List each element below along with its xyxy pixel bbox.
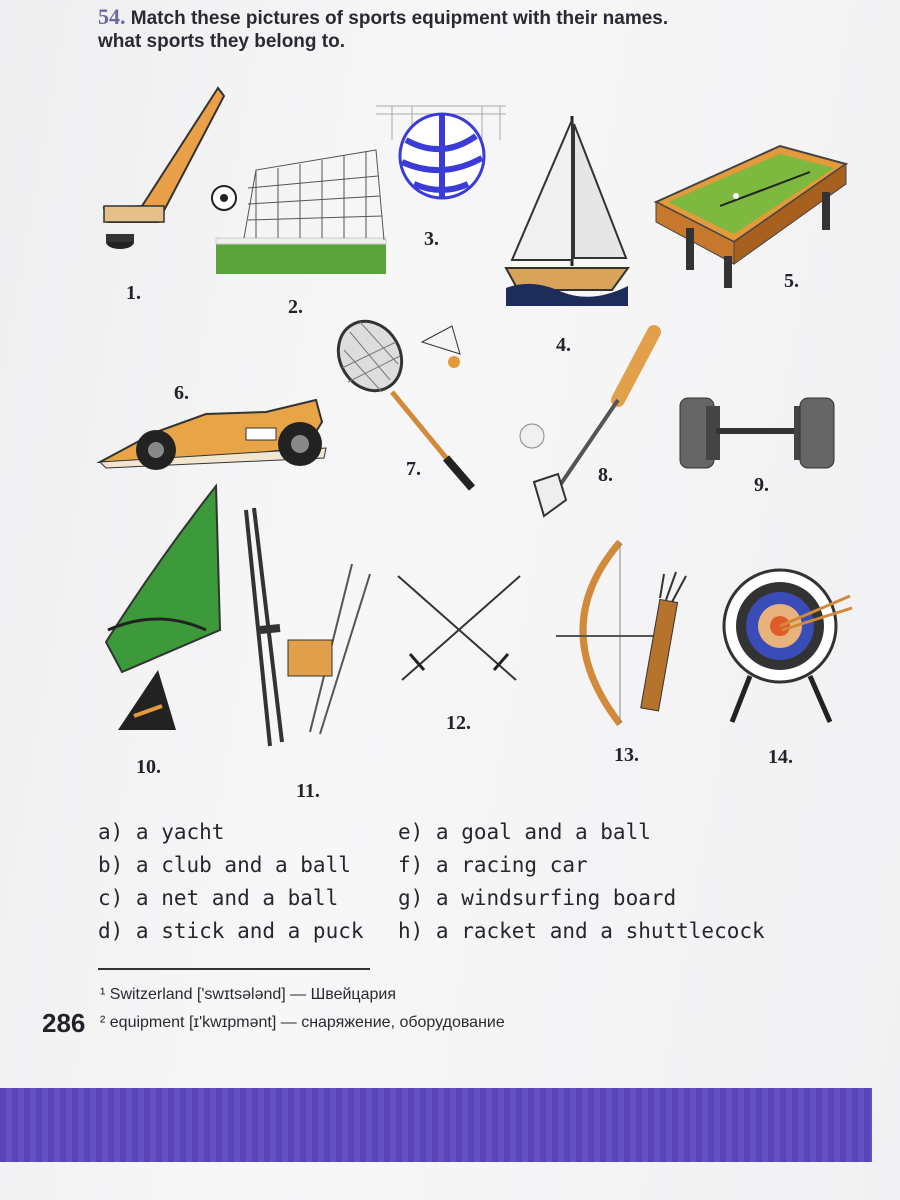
archery-target-icon — [720, 560, 860, 730]
footnote-1: ¹ Switzerland ['swɪtsələnd] — Швейцария — [100, 986, 396, 1003]
fencing-swords-icon — [392, 570, 526, 690]
volleyball-net-icon — [372, 100, 512, 210]
answers-left-column — [98, 816, 364, 948]
answer-g: g) a windsurfing board — [398, 886, 677, 910]
footnote-divider — [98, 968, 370, 970]
instruction-line-1: Match these pictures of sports equipment with their names. — [130, 8, 669, 29]
picture-label-13: 13. — [614, 744, 639, 766]
picture-label-3: 3. — [424, 228, 439, 250]
picture-label-4: 4. — [556, 334, 571, 356]
picture-label-11: 11. — [296, 780, 320, 802]
picture-label-8: 8. — [598, 464, 613, 486]
screen-bottom-bar — [0, 1088, 872, 1162]
barbell-icon — [676, 392, 838, 472]
answer-b: b) a club and a ball — [98, 853, 351, 877]
answers-right-column — [398, 816, 765, 948]
yacht-icon — [502, 110, 632, 310]
instruction-line-2: what sports they belong to. — [98, 31, 346, 52]
page-number: 286 — [42, 1008, 86, 1038]
picture-label-9: 9. — [754, 474, 769, 496]
picture-label-14: 14. — [768, 746, 793, 768]
football-goal-icon — [208, 142, 388, 277]
picture-label-6: 6. — [174, 382, 189, 404]
skis-icon — [240, 500, 380, 750]
answer-d: d) a stick and a puck — [98, 919, 364, 943]
picture-label-12: 12. — [446, 712, 471, 734]
golf-club-icon — [514, 324, 664, 524]
answer-c: c) a net and a ball — [98, 886, 339, 910]
picture-label-10: 10. — [136, 756, 161, 778]
racing-car-icon — [96, 392, 331, 482]
picture-label-1: 1. — [126, 282, 141, 304]
billiard-table-icon — [650, 138, 850, 293]
picture-label-5: 5. — [784, 270, 799, 292]
answer-h: h) a racket and a shuttlecock — [398, 919, 765, 943]
answer-a: a) a yacht — [98, 820, 225, 844]
picture-label-7: 7. — [406, 458, 421, 480]
windsurf-board-icon — [98, 480, 228, 740]
answer-e: e) a goal and a ball — [398, 820, 651, 844]
picture-label-2: 2. — [288, 296, 303, 318]
footnote-2: ² equipment [ɪ'kwɪpmənt] — снаряжение, оборудование — [100, 1014, 505, 1031]
exercise-number: 54. — [98, 4, 126, 29]
bow-arrows-icon — [546, 536, 696, 732]
answer-f: f) a racing car — [398, 853, 588, 877]
